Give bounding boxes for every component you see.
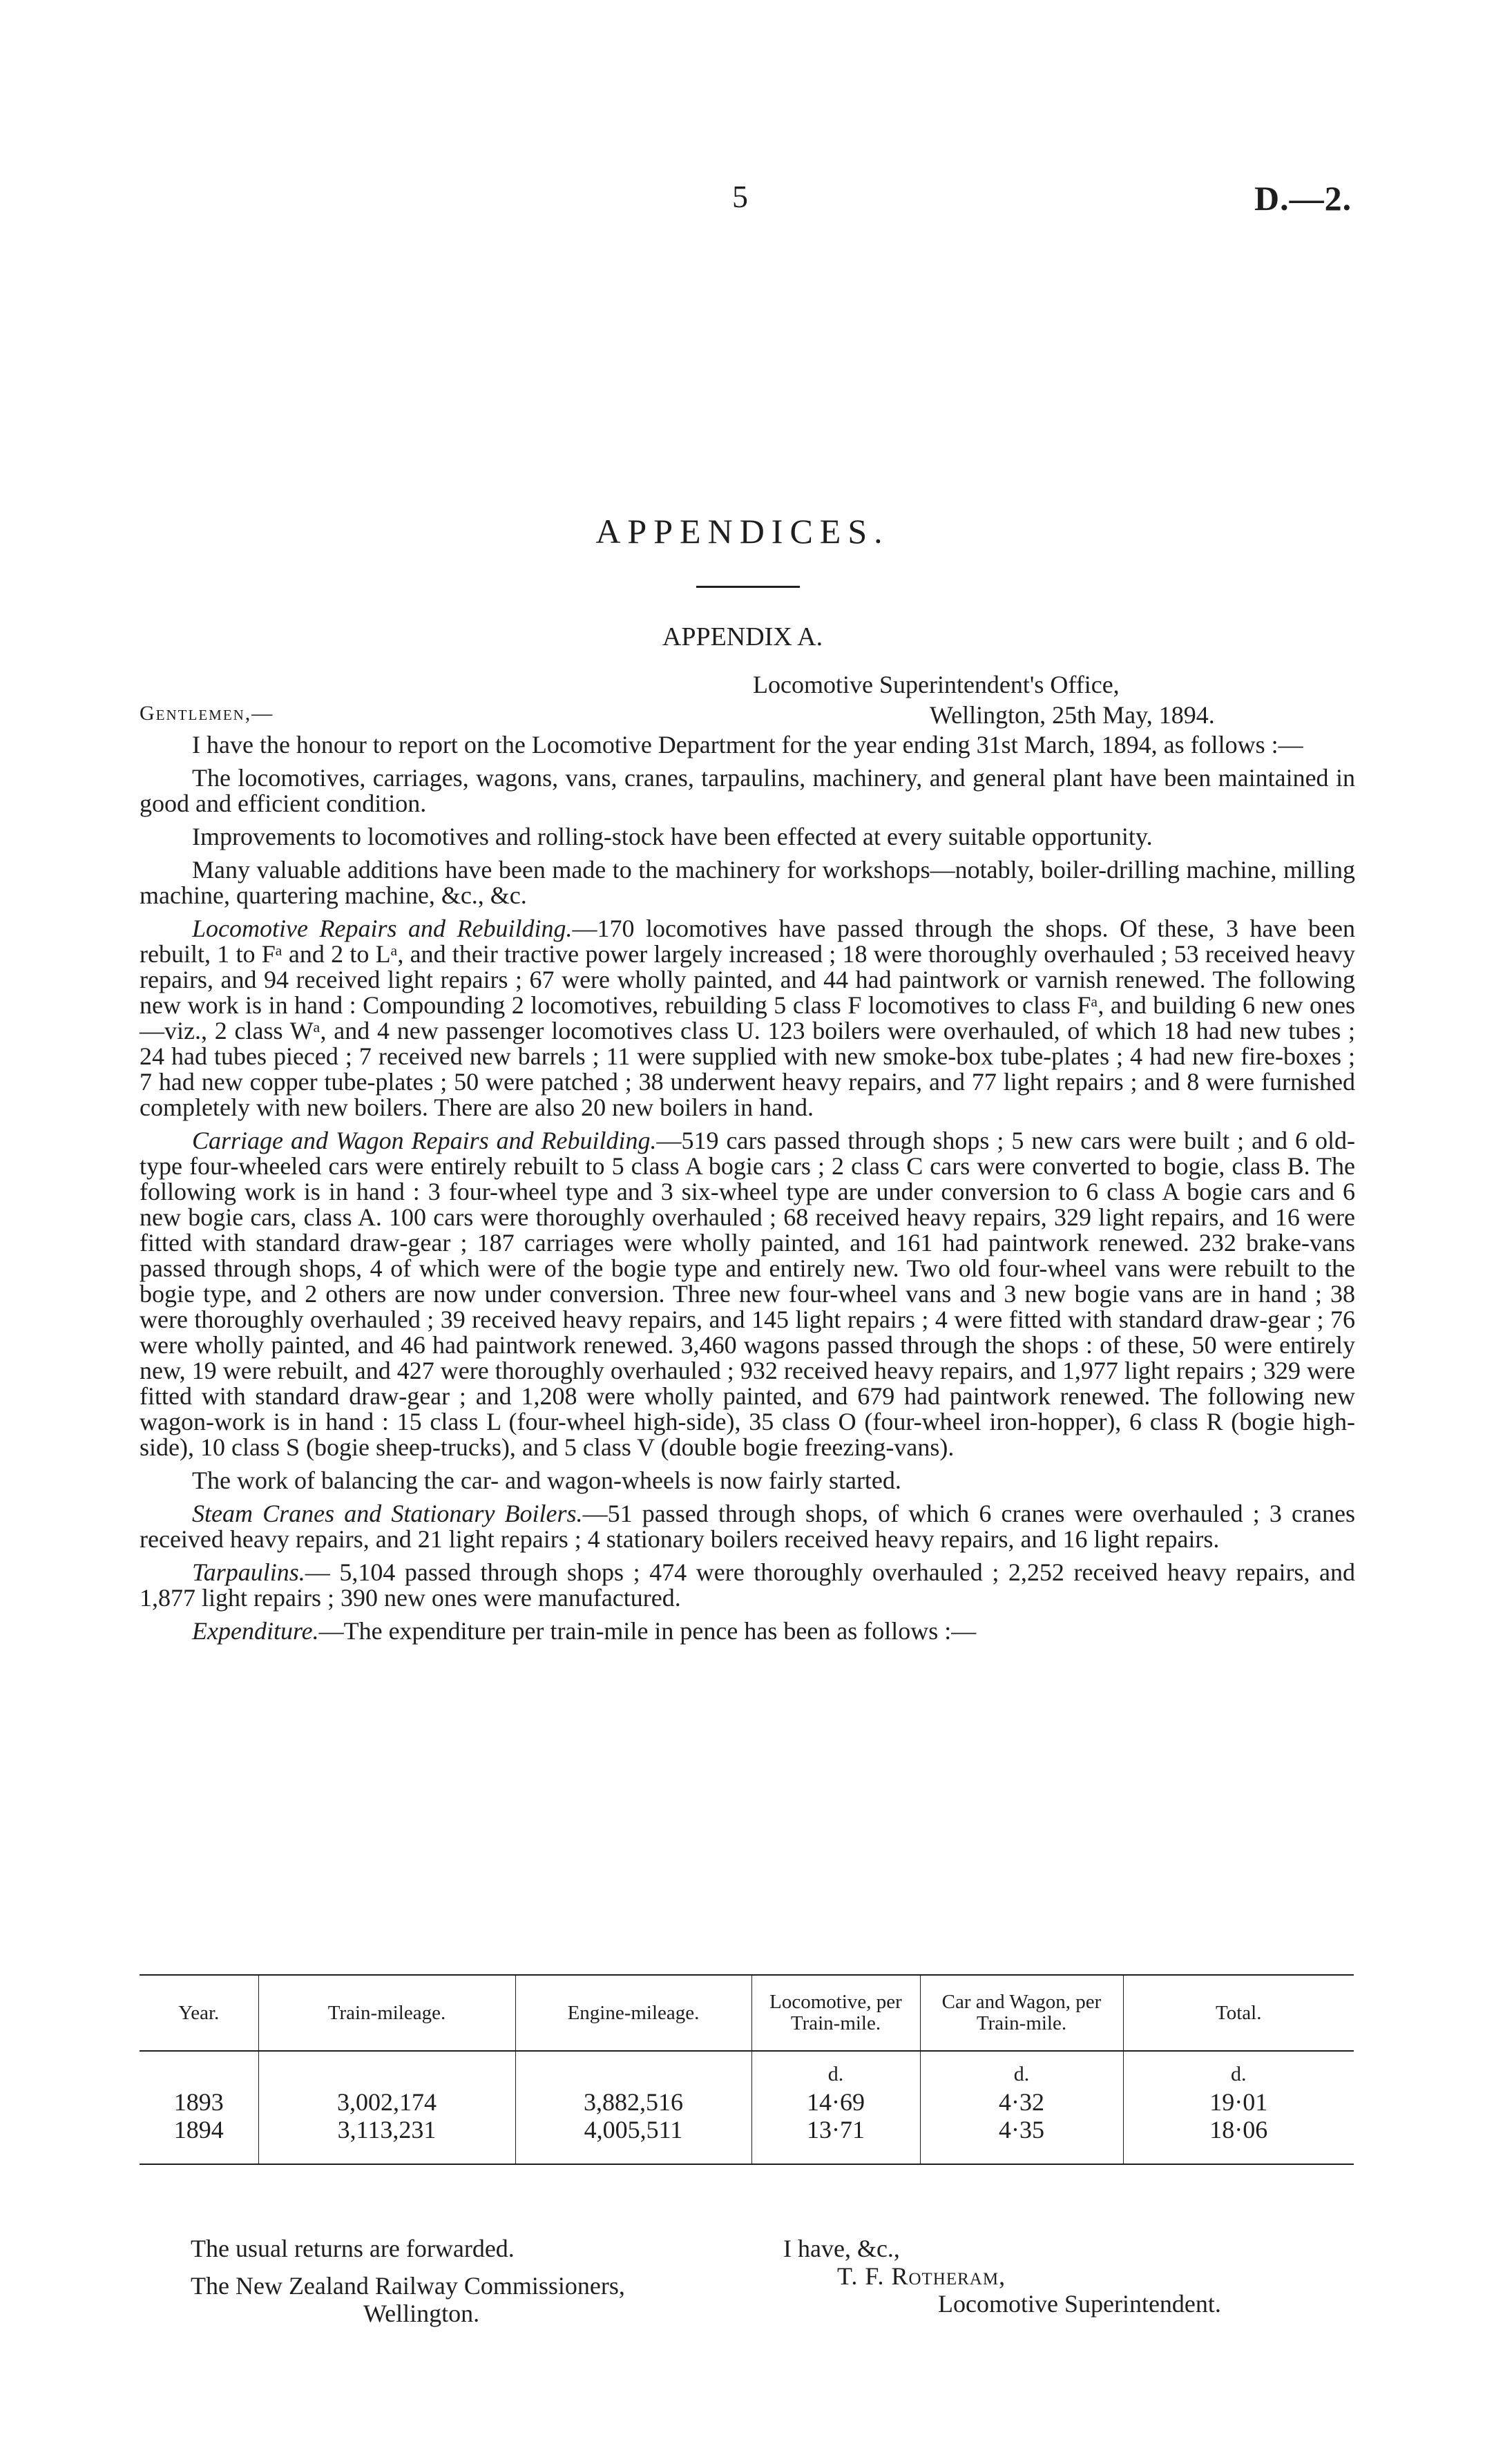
steam-cranes-heading: Steam Cranes and Stationary Boilers.: [192, 1500, 583, 1527]
cell-total: 18·06: [1123, 2116, 1354, 2164]
locomotive-repairs-heading: Locomotive Repairs and Rebuilding.: [192, 915, 573, 942]
closing-returns: The usual returns are forwarded.: [191, 2235, 515, 2262]
paragraph-steam-cranes: [140, 1501, 1355, 1552]
closing-addressee-place: Wellington.: [363, 2300, 480, 2327]
table-row: [140, 2088, 1354, 2116]
cell-car-wagon: 4·35: [920, 2116, 1123, 2164]
unit-cell: d.: [920, 2051, 1123, 2088]
carriage-wagon-text: —519 cars passed through shops ; 5 new cars were built ; and 6 old-type four-wheeled cars were entirely rebuilt to 5 class A bogie cars ; 2 class C cars were converted to bogie, class B. The following work is in hand : 3 four-wheel type and 3 six-wheel type are under conversion to 6 class A bogie cars and 6 new bogie cars, class A. 100 cars were thoroughly overhauled ; 68 received heavy repairs, 329 light repairs, and 16 were fitted with standard draw-gear ; 187 carriages were wholly painted, and 161 had paintwork renewed. 232 brake-vans passed through shops, 4 of which were of the bogie type and entirely new. Two old four-wheel vans were rebuilt to the bogie type, and 2 others are now under conversion. Three new four-wheel vans and 3 new bogie vans are in hand ; 38 were thoroughly overhauled ; 39 received heavy repairs, and 145 light repairs ; 4 were fitted with standard draw-gear ; 76 were wholly painted, and 46 had paintwork renewed. 3,460 wagons passed through the shops : of these, 50 were entirely new, 19 were rebuilt, and 427 were thoroughly overhauled ; 932 received heavy repairs, and 1,977 light repairs ; 329 were fitted with standard draw-gear ; and 1,208 were wholly painted, and 679 had paintwork renewed. The following new wagon-work is in hand : 15 class L (four-wheel high-side), 35 class O (four-wheel iron-hopper), 6 class R (bogie high-side), 10 class S (bogie sheep-trucks), and 5 class V (double bogie freezing-vans).: [140, 1127, 1355, 1461]
letter-salutation: Gentlemen,—: [140, 702, 274, 725]
cell-engine-mileage: 4,005,511: [515, 2116, 751, 2164]
report-body: [140, 732, 1355, 1652]
header-engine-mileage: Engine-mileage.: [515, 1975, 751, 2051]
expenditure-table: [140, 1974, 1354, 2165]
tarpaulins-heading: Tarpaulins.: [192, 1558, 305, 1586]
carriage-wagon-heading: Carriage and Wagon Repairs and Rebuilding.: [192, 1127, 657, 1154]
letter-dateline: Wellington, 25th May, 1894.: [930, 701, 1215, 729]
steam-cranes-text: —51 passed through shops, of which 6 cranes were overhauled ; 3 cranes received heavy repairs, and 21 light repairs ; 4 stationary boilers received heavy repairs, and 16 light repairs.: [140, 1500, 1355, 1553]
header-car-wagon: Car and Wagon, per Train-mile.: [920, 1975, 1123, 2051]
paragraph-balancing: The work of balancing the car- and wagon-wheels is now fairly started.: [192, 1467, 901, 1494]
table-row: [140, 2116, 1354, 2164]
cell-engine-mileage: 3,882,516: [515, 2088, 751, 2116]
header-locomotive: Locomotive, per Train-mile.: [751, 1975, 920, 2051]
unit-cell: [515, 2051, 751, 2088]
document-code: D.—2.: [1254, 179, 1352, 218]
unit-cell: d.: [751, 2051, 920, 2088]
unit-cell: d.: [1123, 2051, 1354, 2088]
table-units-row: [140, 2051, 1354, 2088]
tarpaulins-text: — 5,104 passed through shops ; 474 were thoroughly overhauled ; 2,252 received heavy repairs, and 1,877 light repairs ; 390 new ones were manufactured.: [140, 1558, 1355, 1612]
paragraph-condition: The locomotives, carriages, wagons, vans, cranes, tarpaulins, machinery, and general plant have been maintained in good and efficient condition.: [140, 764, 1355, 817]
paragraph-expenditure: [140, 1618, 1355, 1644]
page-number: 5: [732, 179, 748, 214]
signature-title: Locomotive Superintendent.: [938, 2290, 1221, 2318]
cell-car-wagon: 4·32: [920, 2088, 1123, 2116]
title-divider: [696, 586, 800, 588]
closing-addressee: The New Zealand Railway Commissioners,: [191, 2272, 625, 2300]
unit-cell: [258, 2051, 515, 2088]
unit-cell: [140, 2051, 258, 2088]
cell-total: 19·01: [1123, 2088, 1354, 2116]
cell-year: 1893: [173, 2088, 224, 2116]
main-title: APPENDICES.: [595, 512, 890, 551]
locomotive-repairs-text: —170 locomotives have passed through the shops. Of these, 3 have been rebuilt, 1 to Fᵃ and 2 to Lᵃ, and their tractive power largely increased ; 18 were thoroughly overhauled ; 53 received heavy repairs, and 94 received light repairs ; 67 were wholly painted, and 44 had paintwork or varnish renewed. The following new work is in hand : Compounding 2 locomotives, rebuilding 5 class F locomotives to class Fᵃ, and building 6 new ones—viz., 2 class Wᵃ, and 4 new passenger locomotives class U. 123 boilers were overhauled, of which 18 had new tubes ; 24 had tubes pieced ; 7 received new barrels ; 11 were supplied with new smoke-box tube-plates ; 4 had new fire-boxes ; 7 had new copper tube-plates ; 50 were patched ; 38 underwent heavy repairs, and 77 light repairs ; and 8 were furnished completely with new boilers. There are also 20 new boilers in hand.: [140, 915, 1355, 1121]
header-year: Year.: [140, 1975, 258, 2051]
cell-year: 1894: [140, 2116, 258, 2164]
appendix-title: APPENDIX A.: [662, 622, 823, 651]
paragraph-tarpaulins: [140, 1560, 1355, 1611]
cell-locomotive: 14·69: [751, 2088, 920, 2116]
signature-name: T. F. Rotheram,: [837, 2262, 1006, 2290]
cell-locomotive: 13·71: [751, 2116, 920, 2164]
table-header-row: [140, 1975, 1354, 2051]
header-train-mileage: Train-mileage.: [258, 1975, 515, 2051]
paragraph-intro: I have the honour to report on the Locomotive Department for the year ending 31st March, 1894, as follows :—: [192, 731, 1303, 758]
cell-train-mileage: 3,113,231: [258, 2116, 515, 2164]
cell-train-mileage: 3,002,174: [258, 2088, 515, 2116]
paragraph-carriage-wagon: [140, 1128, 1355, 1460]
expenditure-heading: Expenditure.: [192, 1617, 319, 1645]
header-total: Total.: [1123, 1975, 1354, 2051]
letter-office: Locomotive Superintendent's Office,: [753, 671, 1120, 698]
closing-i-have: I have, &c.,: [783, 2235, 900, 2262]
paragraph-machinery: Many valuable additions have been made to the machinery for workshops—notably, boiler-drilling machine, milling machine, quartering machine, &c., &c.: [140, 856, 1355, 909]
expenditure-text: —The expenditure per train-mile in pence has been as follows :—: [318, 1617, 977, 1645]
paragraph-locomotive-repairs: [140, 916, 1355, 1120]
paragraph-improvements: Improvements to locomotives and rolling-stock have been effected at every suitable opportunity.: [192, 823, 1153, 850]
